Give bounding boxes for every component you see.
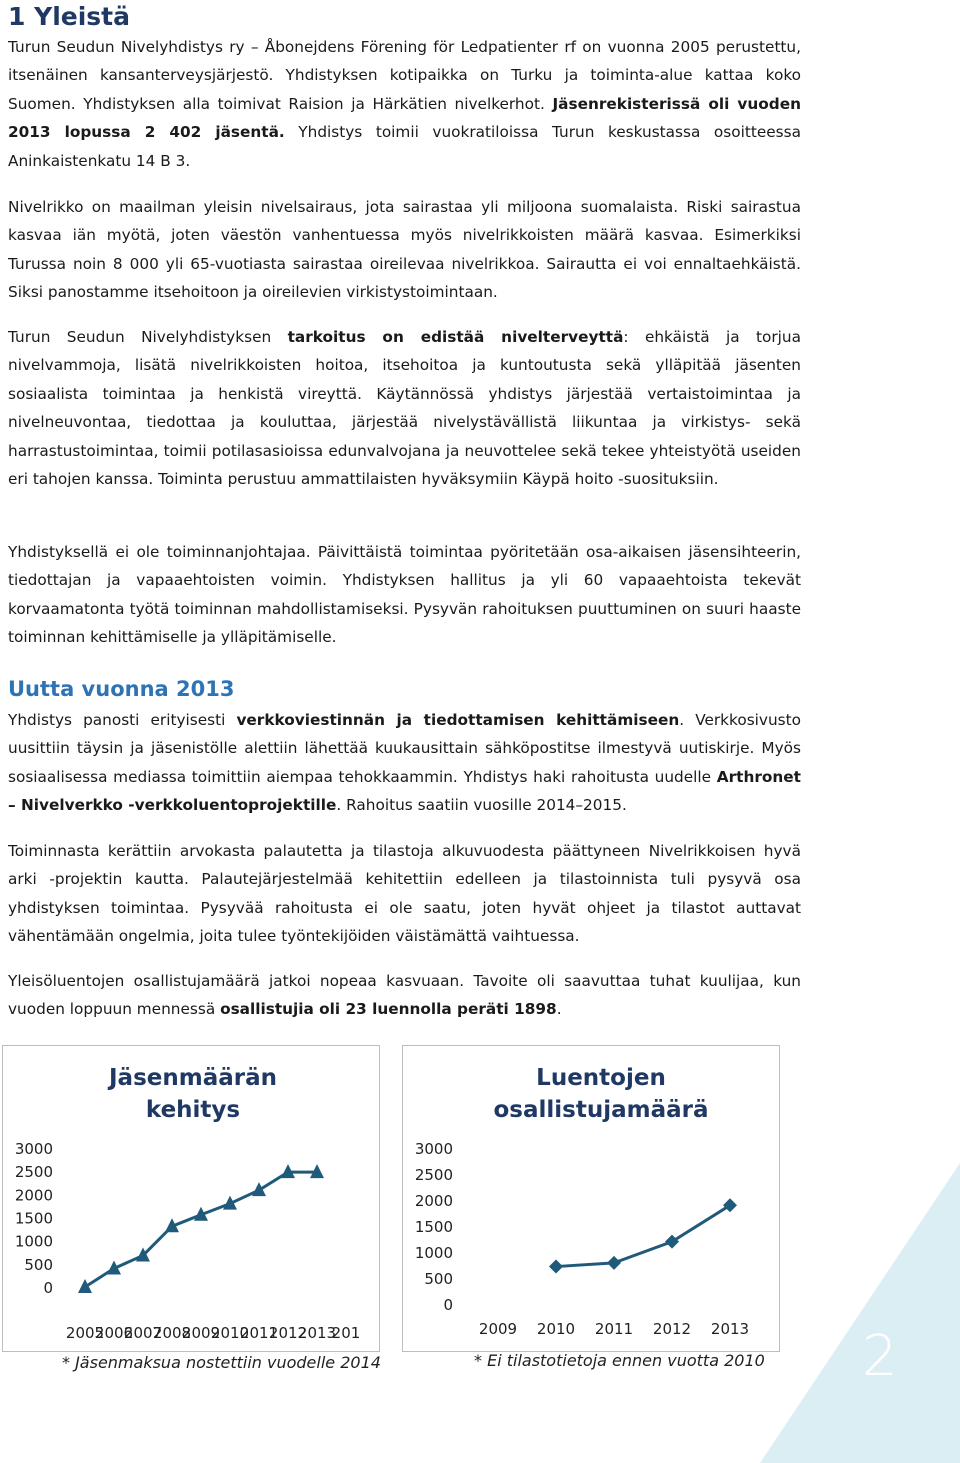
- text-run: Turun Seudun Nivelyhdistys ry – Åbonejdens Förening för Ledpatienter rf on vuonna 2005 perustettu, itsenäinen kansanterveysjärjestö. Yhdistyksen kotipaikka on Turku ja toiminta-alue kattaa koko Suomen. Yhdistyksen alla toimivat Raision ja Härkätien nivelkerhot.: [8, 38, 801, 113]
- data-point-marker: [723, 1198, 737, 1212]
- text-run: Yleisöluentojen osallistujamäärä jatkoi nopeaa kasvuaan. Tavoite oli saavuttaa tuhat kuulijaa, kun vuoden loppuun mennessä: [8, 972, 801, 1019]
- data-point-marker: [549, 1260, 563, 1274]
- x-tick-label: 2012: [652, 1320, 692, 1338]
- y-tick-label: 3000: [14, 1140, 53, 1158]
- y-tick-label: 3000: [414, 1140, 453, 1158]
- text-run: . Verkkosivusto uusittiin täysin ja jäsenistölle alettiin lähettää kuukausittain sähköpostitse ilmestyvä uutiskirje. Myös sosiaalisessa mediassa toimittiin aiempaa tehokkaammin. Yhdistys haki rahoitusta uudelle: [8, 711, 801, 786]
- y-tick-label: 2500: [414, 1166, 453, 1184]
- text-run: . Rahoitus saatiin vuosille 2014–2015.: [336, 796, 627, 815]
- x-tick-label: 2012: [268, 1324, 308, 1342]
- subsection-heading: Uutta vuonna 2013: [8, 677, 235, 701]
- page-number: 2: [862, 1324, 898, 1389]
- y-tick-label: 0: [43, 1279, 53, 1297]
- section-heading: 1 Yleistä: [8, 2, 130, 31]
- news-paragraph-3: [8, 967, 801, 1024]
- text-run: Nivelrikko on maailman yleisin nivelsairaus, jota sairastaa yli miljoona suomalaista. Riski sairastua kasvaa iän myötä, joten väestön vanhentuessa myös nivelrikkoisten määrä kasvaa. Esimerkiksi Turussa noin 8 000 yli 65-vuotiasta sairastaa oireilevaa nivelrikkoa. Sairautta ei voi ennaltaehkäistä. Siksi panostamme itsehoitoon ja oireilevien virkistystoimintaan.: [8, 198, 801, 302]
- y-tick-label: 500: [424, 1270, 453, 1288]
- y-tick-label: 2000: [414, 1192, 453, 1210]
- x-tick-label: 2009: [181, 1324, 221, 1342]
- membership-chart-note: * Jäsenmaksua nostettiin vuodelle 2014: [62, 1353, 381, 1372]
- text-run: .: [556, 1000, 562, 1019]
- y-tick-label: 500: [24, 1255, 53, 1274]
- x-tick-label: 2005: [65, 1324, 105, 1342]
- data-point-marker: [78, 1279, 92, 1293]
- text-run: Yhdistyksellä ei ole toiminnanjohtajaa. Päivittäistä toimintaa pyöritetään osa-aikaisen jäsensihteerin, tiedottajan ja vapaaehtoisten voimin. Yhdistyksen hallitus ja yli 60 vapaaehtoista tekevät korvaamatonta työtä toiminnan mahdollistamiseksi. Pysyvän rahoituksen puuttuminen on suuri haaste toiminnan kehittämiselle ja ylläpitämiselle.: [8, 543, 801, 647]
- intro-paragraph-4: [8, 538, 801, 652]
- x-tick-label: 2010: [536, 1320, 576, 1338]
- page-corner-decoration: [760, 1163, 960, 1463]
- intro-paragraph-2: [8, 193, 801, 307]
- y-tick-label: 1500: [414, 1218, 453, 1236]
- x-tick-label: 2007: [123, 1324, 163, 1342]
- x-tick-label: 2011: [594, 1320, 634, 1338]
- news-paragraph-2: [8, 837, 801, 951]
- lecture-chart-title-line-2: osallistujamäärä: [493, 1097, 709, 1123]
- membership-chart-plot: [3, 1046, 379, 1351]
- lecture-chart-plot: [403, 1046, 779, 1351]
- y-tick-label: 2000: [14, 1186, 53, 1205]
- text-run: Turun Seudun Nivelyhdistyksen: [8, 328, 288, 346]
- bold-text-run: osallistujia oli 23 luennolla peräti 1898: [220, 1000, 557, 1019]
- intro-paragraph-3: [8, 323, 801, 493]
- text-run: Yhdistys panosti erityisesti: [8, 711, 237, 729]
- text-run: Toiminnasta kerättiin arvokasta palautetta ja tilastoja alkuvuodesta päättyneen Nivelrikkoisen hyvä arki -projektin kautta. Palautejärjestelmää kehitettiin edelleen ja tilastoinnista tuli pysyvä osa yhdistyksen toimintaa. Pysyvää rahoitusta ei ole saatu, joten hyvät ohjeet ja tilastot auttavat vähentämään ongelmia, joita tulee työntekijöiden väistämättä vaihtuessa.: [8, 842, 801, 946]
- x-tick-label: 2006: [94, 1324, 134, 1342]
- y-tick-label: 1000: [14, 1232, 53, 1251]
- y-tick-label: 0: [443, 1296, 453, 1314]
- bold-text-run: Jäsenrekisterissä oli vuoden 2013 lopussa 2 402 jäsentä.: [8, 94, 802, 142]
- membership-chart: [2, 1045, 380, 1352]
- text-run: : ehkäistä ja torjua nivelvammoja, lisätä nivelrikkoisten hoitoa, itsehoitoa ja kuntoutusta sekä ylläpitää jäsenten sosiaalista toimintaa ja henkistä vireyttä. Käytännössä yhdistys järjestää vertaistoimintaa ja nivelneuvontaa, tiedottaa ja kouluttaa, järjestää nivelystävällistä liikuntaa ja virkistys- sekä harrastustoimintaa, toimii potilasasioissa edunvalvojana ja neuvottelee sekä tekee yhteistyötä useiden eri tahojen kanssa. Toiminta perustuu ammattilaisten hyväksymiin Käypä hoito -suosituksiin.: [8, 328, 801, 489]
- x-tick-label: 2010: [210, 1324, 250, 1342]
- membership-chart-title-line-2: kehitys: [145, 1097, 241, 1123]
- series-line: [556, 1205, 730, 1266]
- data-point-marker: [252, 1182, 266, 1196]
- x-tick-label: 2009: [478, 1320, 518, 1338]
- text-run: Yhdistys toimii vuokratiloissa Turun keskustassa osoitteessa Aninkaistenkatu 14 B 3.: [8, 123, 801, 170]
- data-point-marker: [665, 1235, 679, 1249]
- x-tick-label: 2011: [239, 1324, 279, 1342]
- x-tick-label: 201: [331, 1324, 361, 1342]
- x-tick-label: 2013: [710, 1320, 750, 1338]
- news-paragraph-1: [8, 706, 801, 820]
- y-tick-label: 1500: [14, 1209, 53, 1228]
- y-tick-label: 1000: [414, 1244, 453, 1262]
- series-line: [85, 1172, 317, 1287]
- x-tick-label: 2008: [152, 1324, 192, 1342]
- bold-text-run: tarkoitus on edistää nivelterveyttä: [287, 328, 624, 346]
- bold-text-run: Arthronet – Nivelverkko -verkkoluentoprojektille: [8, 767, 801, 815]
- lecture-chart-note: * Ei tilastotietoja ennen vuotta 2010: [474, 1351, 765, 1370]
- data-point-marker: [607, 1256, 621, 1270]
- lecture-chart-title-line-1: Luentojen: [536, 1065, 666, 1091]
- y-tick-label: 2500: [14, 1163, 53, 1182]
- x-tick-label: 2013: [297, 1324, 337, 1342]
- lecture-chart: [402, 1045, 780, 1352]
- membership-chart-title-line-1: Jäsenmäärän: [109, 1065, 277, 1091]
- bold-text-run: verkkoviestinnän ja tiedottamisen kehittämiseen: [236, 711, 680, 729]
- intro-paragraph-1: [8, 33, 801, 175]
